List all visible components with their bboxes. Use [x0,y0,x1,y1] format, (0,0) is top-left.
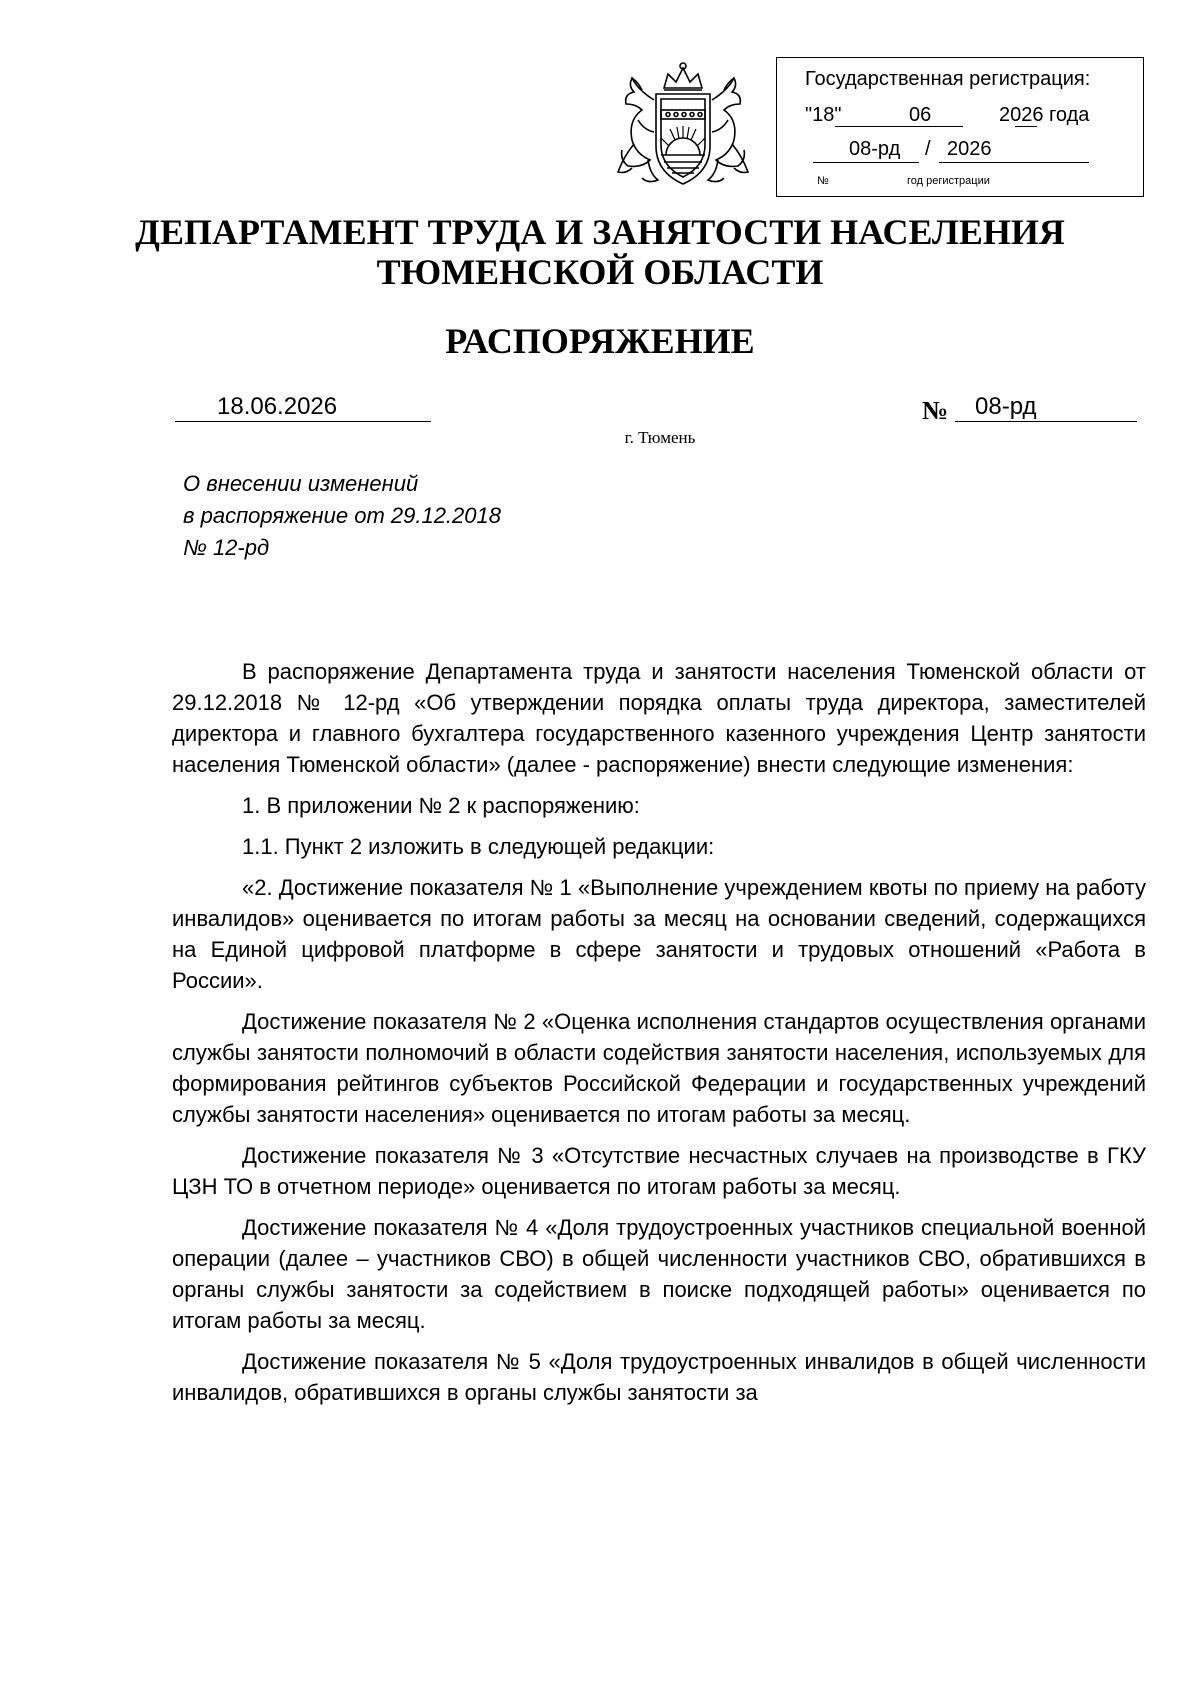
body-paragraph-7: Достижение показателя № 4 «Доля трудоустроенных участников специальной военной операции (далее – участников СВО) в общей численности участников СВО, обратившихся в органы службы занятости за содействием в поиске подходящей работы» оценивается по итогам работы за месяц. [172,1215,1146,1333]
document-number-sign: № [922,396,949,425]
registration-day-underline [835,126,859,127]
department-name-line2: ТЮМЕНСКОЙ ОБЛАСТИ [376,252,824,292]
department-name-line1: ДЕПАРТАМЕНТ ТРУДА И ЗАНЯТОСТИ НАСЕЛЕНИЯ [135,212,1065,252]
document-type-title: РАСПОРЯЖЕНИЕ [445,321,755,361]
document-date: 18.06.2026 [217,393,338,420]
document-date-field [175,393,431,422]
registration-slash: / [925,138,931,160]
registration-number: 08-рд [849,138,901,160]
registration-number-underline [813,162,919,163]
registration-day: "18" [805,104,842,126]
document-subject [183,468,683,564]
subject-line-1: О внесении изменений [183,471,419,496]
body-paragraph-5: Достижение показателя № 2 «Оценка исполнения стандартов осуществления органами службы занятости полномочий в области содействия занятости населения, используемых для формирования рейтингов субъектов Российской Федерации и государственных учреждений службы занятости населения» оценивается по итогам работы за месяц. [172,1009,1146,1127]
document-body [172,656,1146,1418]
registration-regyear-underline [939,162,1089,163]
body-paragraph-3: 1.1. Пункт 2 изложить в следующей редакции: [242,834,715,859]
body-paragraph-6: Достижение показателя № 3 «Отсутствие несчастных случаев на производстве в ГКУ ЦЗН ТО в отчетном периоде» оценивается по итогам работы за месяц. [172,1143,1146,1199]
body-paragraph-8: Достижение показателя № 5 «Доля трудоустроенных инвалидов в общей численности инвалидов, обратившихся в органы службы занятости за [172,1349,1146,1405]
subject-line-2: в распоряжение от 29.12.2018 [183,503,501,528]
registration-stamp-box [776,57,1144,197]
registration-number-caption: № [817,175,829,187]
registration-year: 2026 года [999,104,1090,126]
document-city: г. Тюмень [624,428,696,447]
document-number: 08-рд [975,393,1037,420]
registration-month: 06 [909,104,932,126]
body-paragraph-2: 1. В приложении № 2 к распоряжению: [242,793,640,818]
registration-year-caption: год регистрации [907,175,990,187]
coat-of-arms-icon [598,60,768,190]
document-number-field [955,393,1137,422]
registration-year-underline [1015,126,1037,127]
body-paragraph-1: В распоряжение Департамента труда и занятости населения Тюменской области от 29.12.2018 № 12-рд «Об утверждении порядка оплаты труда директора, заместителей директора и главного бухгалтера государственного казенного учреждения Центр занятости населения Тюменской области» (далее - распоряжение) внести следующие изменения: [172,659,1146,777]
registration-title: Государственная регистрация: [805,68,1091,90]
body-paragraph-4: «2. Достижение показателя № 1 «Выполнение учреждением квоты по приему на работу инвалидов» оценивается по итогам работы за месяц на основании сведений, содержащихся на Единой цифровой платформе в сфере занятости и трудовых отношений «Работа в России». [172,875,1146,993]
registration-reg-year: 2026 [947,138,992,160]
subject-line-3: № 12-рд [183,535,270,560]
